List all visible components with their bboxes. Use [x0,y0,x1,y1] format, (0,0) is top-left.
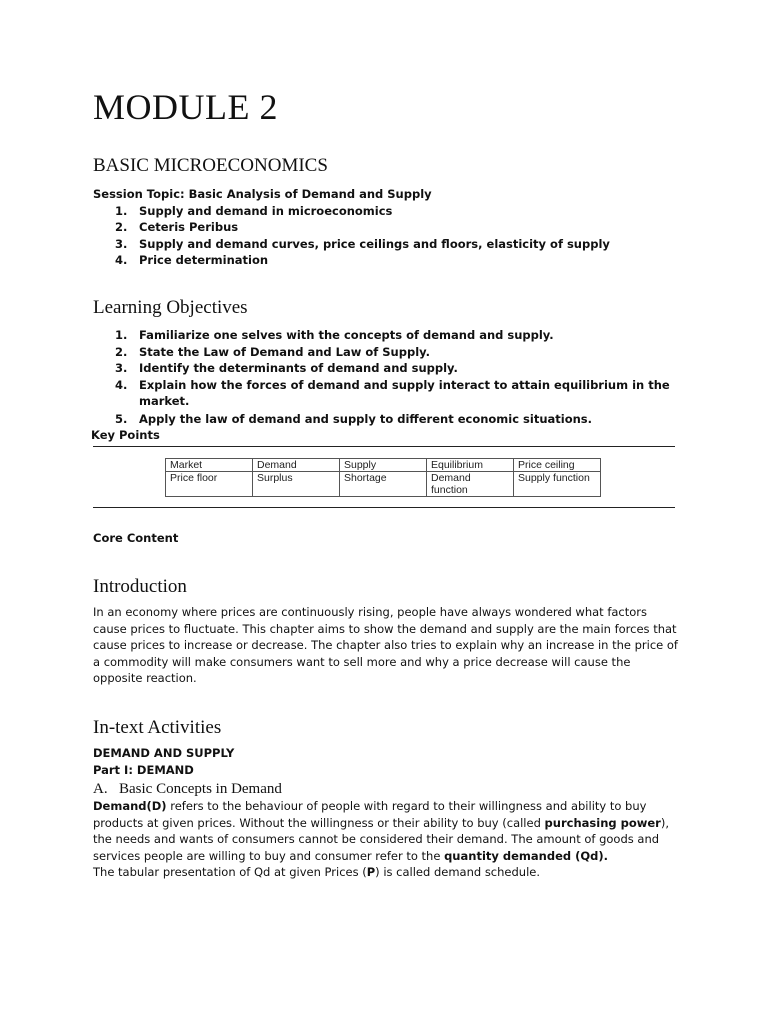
purchasing-power-term: purchasing power [544,815,661,830]
sub-title: Basic Concepts in Demand [119,781,282,797]
key-points-table [165,458,601,497]
divider-top [93,446,675,447]
introduction-text: In an economy where prices are continuously rising, people have always wondered what factors cause prices to fluctuate. This chapter aims to show the demand and supply are the main forces that cause prices to increase or decrease. The chapter also tries to explain why an increase in the price of a commodity will make consumers want to sell more and why a price decrease will cause the opposite reaction. [93,605,678,685]
session-item: 3. Supply and demand curves, price ceilings and floors, elasticity of supply [115,236,610,251]
table-cell: Supply function [514,472,601,497]
price-term: P [366,865,376,879]
session-item: 2. Ceteris Peribus [115,220,239,234]
session-item: 4. Price determination [115,253,269,267]
objective-item: 5. Apply the law of demand and supply to different economic situations. [115,411,593,426]
introduction-heading: Introduction [93,576,187,597]
table-row [166,459,601,472]
table-cell: Demand function [427,472,514,497]
learning-objectives-list [93,327,683,427]
objective-item: 3. Identify the determinants of demand and supply. [115,361,458,375]
table-cell: Equilibrium [427,459,514,472]
learning-objectives-block [93,327,683,444]
table-row [166,472,601,497]
course-title: BASIC MICROECONOMICS [93,155,328,176]
objective-item: 1. Familiarize one selves with the concepts of demand and supply. [115,328,554,342]
table-cell: Price ceiling [514,459,601,472]
demand-term: Demand(D) [93,799,167,813]
session-topic-block [93,186,683,269]
key-points-label: Key Points [91,428,160,442]
basic-concepts-heading [93,781,282,798]
table-cell: Market [166,459,253,472]
learning-objectives-heading: Learning Objectives [93,297,248,318]
demand-definition: Demand(D) refers to the behaviour of people with regard to their willingness and ability to buy products at given prices. Without the willingness or their ability to buy (called purchasing power), the needs and wants of consumers cannot be considered their demand. The amount of goods and services people are willing to buy and consumer refer to the quantity demanded (Qd). The tabular presentation of Qd at given Prices (P) is called demand schedule. [93,799,669,879]
session-items-list [93,203,683,269]
session-topic: Session Topic: Basic Analysis of Demand and Supply [93,187,432,201]
demand-supply-label: DEMAND AND SUPPLY [93,746,235,760]
divider-bottom [93,507,675,508]
core-content-label: Core Content [93,531,179,545]
part-label: Part I: DEMAND [93,763,194,777]
table-cell: Demand [253,459,340,472]
module-title: MODULE 2 [93,87,278,127]
quantity-demanded-term: quantity demanded (Qd). [444,848,608,863]
table-cell: Price floor [166,472,253,497]
objective-item: 2. State the Law of Demand and Law of Supply. [115,344,430,359]
table-cell: Surplus [253,472,340,497]
table-cell: Supply [340,459,427,472]
table-cell: Shortage [340,472,427,497]
session-item: 1. Supply and demand in microeconomics [115,203,393,218]
sub-letter: A. [93,781,108,797]
objective-item: 4. Explain how the forces of demand and supply interact to attain equilibrium in the market. [115,377,670,408]
activities-heading: In-text Activities [93,717,222,738]
